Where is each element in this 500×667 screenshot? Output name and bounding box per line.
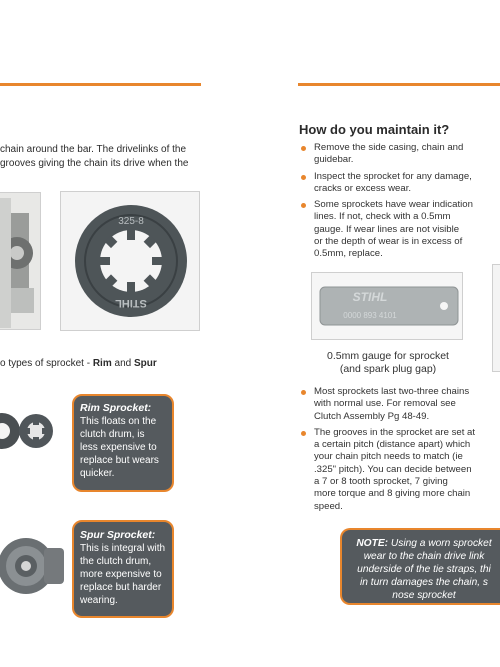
note-label: NOTE: [356,538,389,549]
chainsaw-sprocket-photo [0,192,41,330]
step-1-line-2: guidebar. [314,154,354,166]
step-3-line-2: lines. If not, check with a 0.5mm [314,211,451,223]
rim-word: Rim [92,358,112,369]
spur-card-line-1: This is integral with [80,543,166,554]
info-2-line-1: The grooves in the sprocket are set at [314,426,476,438]
step-3-line-3: gauge. If wear lines are not visible [314,223,460,235]
rim-sprocket-small-photo [0,398,72,464]
note-line-2: wear to the chain drive link [363,551,485,562]
info-2-line-6: more torque and 8 giving more chain [314,488,471,500]
info-sprocket-pitch [300,427,490,513]
info-1-line-1: Most sprockets last two-three chains [314,386,470,397]
spur-card-line-4: replace but harder [80,582,162,593]
step-1-line-1: Remove the side casing, chain and [314,142,464,153]
sprocket-info-list [300,386,490,517]
rim-sprocket-card [72,394,174,492]
spur-sprocket-card [72,520,174,618]
gauge-number-text: 0000 893 4101 [343,311,397,320]
step-3-line-1: Some sprockets have wear indication [314,199,473,211]
rim-card-title: Rim Sprocket: [80,402,152,414]
note-first-rest: Using a worn sprocket [388,538,492,549]
spur-card-line-3: more expensive to [80,569,162,580]
step-3-line-4: or the depth of wear is in excess of [314,236,463,248]
step-wear-lines [300,199,490,260]
maintenance-steps-list [300,142,490,265]
intro-line-1: chain around the bar. The drivelinks of the [0,144,187,155]
spur-word: Spur [133,358,157,369]
info-2-line-7: speed. [314,500,343,512]
info-2-line-5: a 7 or 8 tooth sprocket, 7 giving [314,476,448,488]
rim-sprocket-photo [60,191,200,331]
gauge-caption-line-2: (and spark plug gap) [339,363,437,375]
worn-sprocket-note [340,528,500,605]
step-3-line-5: 0.5mm, replace. [314,248,383,260]
note-line-1 [348,537,500,550]
gauge-caption-line-1: 0.5mm gauge for sprocket [327,350,449,362]
rim-card-line-4: replace but wears [80,455,159,466]
rim-card-line-5: quicker. [80,468,115,479]
step-remove-casing [300,142,490,167]
info-1-line-3: Clutch Assembly Pg 48-49. [314,410,430,422]
note-line-3: underside of the tie straps, thi [357,564,491,575]
rim-card-line-1: This floats on the [80,416,157,427]
maintain-heading: How do you maintain it? [299,122,450,137]
step-2-line-1: Inspect the sprocket for any damage, [314,170,472,182]
info-sprocket-life [300,386,490,423]
info-2-line-2: a certain pitch (distance apart) which [314,439,471,451]
and-word: and [111,358,134,369]
rim-card-line-2: clutch drum, is [80,429,145,440]
sprocket-logo-text: STIHL [115,297,147,309]
gauge-logo-text: STIHL [352,290,388,304]
spur-card-line-2: the clutch drum, [80,556,152,567]
spur-card-line-5: wearing. [80,595,118,606]
gauge-photo [311,272,463,340]
left-top-rule [0,83,201,86]
info-1-line-2: with normal use. For removal see [314,398,456,410]
gauge-caption [305,350,471,376]
types-prefix: o types of sprocket - [0,358,93,369]
spur-sprocket-small-photo [0,528,74,604]
rim-card-line-3: less expensive to [80,442,157,453]
right-top-rule [298,83,500,86]
note-line-5: nose sprocket [392,590,456,601]
sprocket-stamp-text: 325-8 [118,216,144,227]
cropped-photo-right [492,264,500,372]
intro-line-2: grooves giving the chain its drive when the [0,158,189,169]
spur-card-title: Spur Sprocket: [80,529,156,541]
step-inspect-sprocket [300,171,490,196]
sprocket-types-line [0,357,210,370]
info-2-line-4: .325" pitch). You can decide between [314,463,472,475]
note-line-4: in turn damages the chain, s [360,577,488,588]
info-2-line-3: your chain pitch needs to match (ie [314,451,463,463]
step-2-line-2: cracks or excess wear. [314,182,412,194]
